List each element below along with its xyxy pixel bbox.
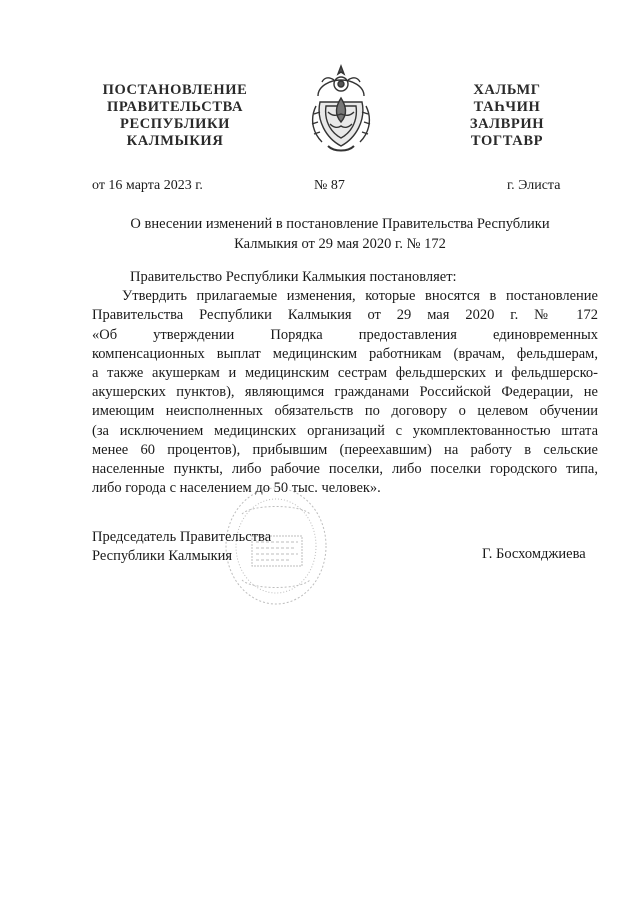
document-body	[92, 268, 598, 498]
document-number: № 87	[314, 178, 345, 193]
body-line: имеющим неисполненных обязательств по договору о целевом обучении	[92, 403, 598, 420]
body-line: а также акушеркам и медицинским сестрам фельдшерских и фельдшерско-	[92, 365, 598, 382]
signature-title	[92, 528, 271, 566]
signatory-name: Г. Босхомджиева	[482, 546, 586, 562]
body-line: менее 60 процентов), прибывшим (переехавшим) на работу в сельские	[92, 441, 598, 458]
header-left-line: РЕСПУБЛИКИ	[119, 116, 231, 132]
document-place: г. Элиста	[507, 178, 561, 193]
body-line: Правительства Республики Калмыкия от 29 мая 2020 г. № 172	[92, 307, 598, 324]
header-left-line: КАЛМЫКИЯ	[126, 133, 224, 149]
header-right-line: ХАЛЬМГ	[473, 82, 541, 98]
signature-title-line: Республики Калмыкия	[92, 548, 233, 564]
body-line: «Об утверждении Порядка предоставления единовременных	[92, 326, 598, 343]
header-right-line: ТАҺЧИН	[473, 99, 541, 115]
subject-line: О внесении изменений в постановление Правительства Республики	[130, 216, 550, 232]
body-line: (за исключением медицинских организаций с укомплектованностью штата	[92, 422, 598, 439]
signature-title-line: Председатель Правительства	[92, 529, 272, 545]
header-right-title	[452, 82, 562, 150]
body-line: акушерских пунктов), являющимся гражданами Российской Федерации, не	[92, 384, 598, 401]
body-line: населенные пункты, либо рабочие поселки, либо поселки городского типа,	[92, 461, 598, 478]
document-date: от 16 марта 2023 г.	[92, 178, 203, 193]
header-left-line: ПОСТАНОВЛЕНИЕ	[102, 82, 248, 98]
body-line: либо города с населением до 50 тыс. человек».	[92, 480, 381, 497]
subject-line: Калмыкия от 29 мая 2020 г. № 172	[234, 236, 446, 252]
document-subject	[100, 214, 580, 254]
header-right-line: ТОГТАВР	[470, 133, 544, 149]
coat-of-arms-emblem	[306, 62, 376, 158]
body-intro: Правительство Республики Калмыкия постановляет:	[130, 269, 457, 285]
header-right-line: ЗАЛВРИН	[469, 116, 545, 132]
header-left-title	[90, 82, 260, 150]
body-line: компенсационных выплат медицинским работникам (врачам, фельдшерам,	[92, 345, 598, 362]
header-left-line: ПРАВИТЕЛЬСТВА	[106, 99, 244, 115]
body-line: Утвердить прилагаемые изменения, которые вносятся в постановление	[122, 288, 598, 305]
